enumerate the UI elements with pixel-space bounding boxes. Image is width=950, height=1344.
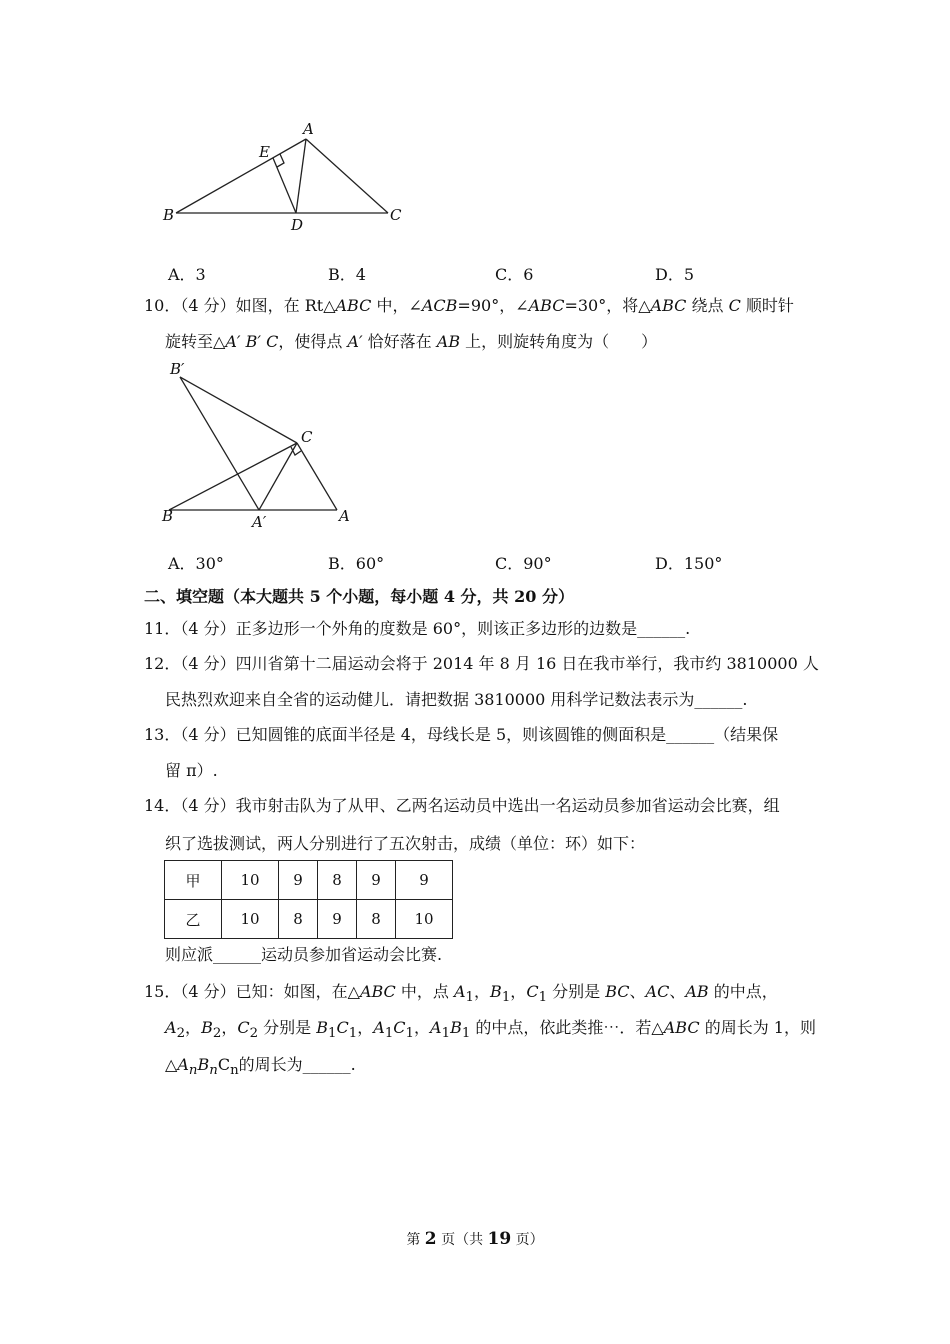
table-cell: 10 (396, 900, 453, 939)
segment-ac (306, 139, 388, 213)
table-cell: 8 (318, 861, 357, 900)
segment-ba (176, 139, 306, 213)
q15-line2: $A_2$，$B_2$，$C_2$ 分别是 $B_1C_1$，$A_1C_1$，$A_1B_1$ 的中点，依此类推⋯．若△ABC 的周长为 1，则 (165, 1018, 816, 1042)
table-cell: 9 (357, 861, 396, 900)
table-cell-name: 甲 (165, 861, 222, 900)
table-cell: 9 (396, 861, 453, 900)
section-heading-fill-in: 二、填空题（本大题共 5 个小题，每小题 4 分，共 20 分） (144, 587, 574, 606)
table-cell: 9 (279, 861, 318, 900)
figure-q9-triangle (150, 110, 420, 240)
current-page: 2 (424, 1229, 437, 1249)
q10-line2: 旋转至△A′ B′ C，使得点 A′ 恰好落在 AB 上，则旋转角度为（ ） (165, 332, 658, 351)
q14-line1: 14．（4 分）我市射击队为了从甲、乙两名运动员中选出一名运动员参加省运动会比赛，组 (144, 796, 780, 815)
label-a: A (339, 507, 350, 525)
q14-line3: 则应派______运动员参加省运动会比赛. (165, 945, 443, 964)
q12-line1: 12．（4 分）四川省第十二届运动会将于 2014 年 8 月 16 日在我市举行，我市约 3810000 人 (144, 654, 819, 673)
label-e: E (259, 143, 270, 161)
segment-bpc (180, 377, 297, 443)
q12-line2: 民热烈欢迎来自全省的运动健儿．请把数据 3810000 用科学记数法表示为______. (165, 690, 748, 709)
q10-option-a: A．30° (168, 554, 224, 573)
q9-option-d: D．5 (655, 265, 695, 284)
table-cell: 10 (222, 861, 279, 900)
segment-ed (273, 158, 296, 213)
table-cell: 9 (318, 900, 357, 939)
label-c: C (390, 206, 402, 224)
label-a: A (303, 120, 314, 138)
q9-option-c: C．6 (495, 265, 534, 284)
q13-line1: 13．（4 分）已知圆锥的底面半径是 4，母线长是 5，则该圆锥的侧面积是______（结果保 (144, 725, 779, 744)
table-cell: 10 (222, 900, 279, 939)
table-cell: 8 (357, 900, 396, 939)
q10-option-c: C．90° (495, 554, 552, 573)
segment-bpap (180, 377, 259, 510)
figure-q10-rotation (155, 360, 365, 535)
segment-ca (297, 443, 337, 510)
segment-ad (296, 139, 306, 213)
q10-line1: 10．（4 分）如图，在 Rt△ABC 中，∠ACB=90°，∠ABC=30°，将△ABC 绕点 C 顺时针 (144, 296, 794, 315)
table-row (165, 900, 453, 939)
q14-line2: 织了选拔测试，两人分别进行了五次射击，成绩（单位：环）如下： (165, 834, 646, 853)
label-d: D (291, 216, 304, 234)
score-table (164, 860, 453, 939)
label-b: B (163, 206, 175, 224)
total-pages: 19 (487, 1229, 512, 1249)
q10-option-d: D．150° (655, 554, 723, 573)
q15-line1: 15．（4 分）已知：如图，在△ABC 中，点 $A_1$，$B_1$，$C_1$ 分别是 BC、AC、AB 的中点， (144, 982, 778, 1006)
label-bprime: B′ (170, 360, 185, 378)
label-b: B (162, 507, 174, 525)
q13-line2: 留 π）. (165, 761, 218, 780)
table-row (165, 861, 453, 900)
label-aprime: A′ (252, 513, 267, 531)
q11: 11．（4 分）正多边形一个外角的度数是 60°，则该正多边形的边数是______. (144, 619, 691, 638)
page-footer: 第 2 页（共 19 页） (406, 1229, 544, 1249)
q10-option-b: B．60° (328, 554, 385, 573)
table-cell: 8 (279, 900, 318, 939)
table-cell-name: 乙 (165, 900, 222, 939)
q9-option-b: B．4 (328, 265, 366, 284)
q9-option-a: A．3 (168, 265, 206, 284)
label-c: C (301, 428, 313, 446)
q15-line3: $\triangle A_nB_nC_n$的周长为______. (165, 1055, 356, 1079)
right-angle-mark (277, 154, 284, 167)
